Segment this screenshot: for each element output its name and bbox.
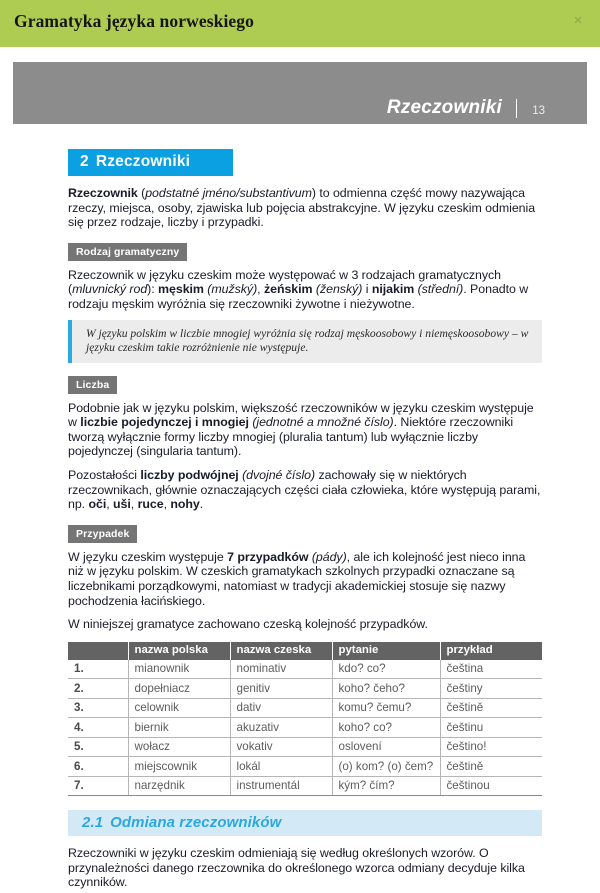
cell-nazwa-czeska: vokativ	[230, 737, 332, 757]
cell-nazwa-polska: narzędnik	[128, 776, 230, 796]
liczba-paragraph-1	[68, 401, 542, 459]
section-przypadek	[68, 524, 542, 632]
note-text: W języku polskim w liczbie mnogiej wyróżnia się rodzaj męskoosobowy i niemęskoosobowy – w języku czeskim takie rozróżnienie nie występuje.	[86, 326, 529, 354]
liczba2-example-2: uši	[113, 497, 131, 512]
cell-pytanie: komu? čemu?	[332, 698, 440, 718]
cell-index: 4.	[68, 718, 128, 738]
section-badge-rodzaj: Rodzaj gramatyczny	[68, 243, 187, 261]
table-header-nazwa-polska: nazwa polska	[128, 642, 230, 660]
intro-paren-open: (	[137, 186, 146, 200]
table-row	[68, 718, 542, 738]
intro-lead-term: Rzeczownik	[68, 186, 138, 200]
cell-nazwa-polska: celownik	[128, 698, 230, 718]
page-number: 13	[532, 105, 545, 117]
przypadek-italic-1: (pády)	[308, 549, 347, 564]
liczba-italic-1: (jednotné a množné číslo)	[248, 415, 394, 430]
liczba2-text-a: Pozostałości	[68, 467, 141, 482]
cases-table	[68, 642, 542, 797]
cell-index: 7.	[68, 776, 128, 796]
rodzaj-sep-2: i	[362, 282, 372, 297]
cell-przyklad: češtinou	[440, 776, 542, 796]
cell-index: 3.	[68, 698, 128, 718]
liczba-bold-1: liczbie pojedynczej i mnogiej	[80, 415, 249, 430]
liczba-paragraph-2: Pozostałości liczby podwójnej (dvojné číslo) zachowały się w niektórych rzeczownikach, głównie oznaczających części ciała człowieka, które występują parami, np. oči, uši, ruce, nohy.	[68, 467, 541, 512]
document-page	[0, 47, 600, 893]
cell-index: 5.	[68, 737, 128, 757]
subsection-heading	[68, 810, 542, 836]
rodzaj-italic-1: mluvnický rod	[72, 282, 148, 297]
cell-nazwa-polska: mianownik	[128, 660, 230, 679]
cell-pytanie: koho? co?	[332, 718, 440, 738]
cell-nazwa-czeska: lokál	[230, 757, 332, 777]
cell-nazwa-czeska: dativ	[230, 698, 332, 718]
table-row	[68, 660, 542, 679]
liczba2-example-3: ruce	[137, 497, 164, 512]
rodzaj-sep-1: ,	[257, 282, 264, 297]
chapter-heading	[68, 149, 233, 176]
rodzaj-italic-4: (střední)	[414, 282, 464, 297]
liczba-text-end: . Niektóre rzeczowniki tworzą wyłącznie formy liczby mnogiej (pluralia tantum) lub wyłącznie liczby pojedynczej (singularia tantum).	[68, 415, 514, 459]
rodzaj-text-a: Rzeczownik w języku czeskim może występować w 3 rodzajach gramatycznych (	[68, 267, 502, 297]
cell-nazwa-polska: miejscownik	[128, 757, 230, 777]
cell-nazwa-czeska: instrumentál	[230, 776, 332, 796]
cell-przyklad: češtinu	[440, 718, 542, 738]
table-header-row	[68, 642, 542, 660]
table-header-index	[68, 642, 128, 660]
cell-przyklad: češtině	[440, 698, 542, 718]
przypadek-paragraph-2: W niniejszej gramatyce zachowano czeską kolejność przypadków.	[68, 617, 428, 632]
running-head-title: Rzeczowniki	[386, 97, 502, 118]
przypadek-text-end: , ale ich kolejność jest nieco inna niż w języku polskim. W czeskich gramatykach szkolnych przypadki oznaczane są liczebnikami porządkowymi, natomiast w tradycji akademickiej stosuje się nazwy pochodzenia łacińskiego.	[68, 549, 526, 608]
liczba2-example-4: nohy	[170, 497, 200, 512]
liczba2-text-end: .	[199, 497, 204, 512]
cell-nazwa-czeska: nominativ	[230, 660, 332, 679]
cell-index: 2.	[68, 679, 128, 699]
running-head-divider	[516, 99, 518, 118]
table-header-nazwa-czeska: nazwa czeska	[230, 642, 332, 660]
table-row	[68, 776, 542, 796]
rodzaj-paragraph	[68, 268, 542, 312]
section-rodzaj-gramatyczny	[68, 242, 542, 363]
liczba2-text-mid: zachowały się w niektórych rzeczownikach, głównie oznaczających części ciała człowieka, które występują parami, np.	[68, 467, 541, 512]
rodzaj-italic-2: (mužský)	[203, 282, 258, 297]
przypadek-text-a: W języku czeskim występuje	[68, 549, 228, 564]
subsection-title: Odmiana rzeczowników	[110, 814, 282, 832]
liczba2-italic-1: (dvojné číslo)	[238, 467, 316, 482]
cell-nazwa-czeska: genitiv	[230, 679, 332, 699]
table-header-przyklad: przykład	[440, 642, 542, 660]
table-row	[68, 679, 542, 699]
table-header-pytanie: pytanie	[332, 642, 440, 660]
liczba-text-a: Podobnie jak w języku polskim, większość rzeczowników w języku czeskim występuje w	[68, 400, 534, 430]
liczba2-example-1: oči	[88, 497, 107, 512]
subsection-paragraph: Rzeczowniki w języku czeskim odmieniają się według określonych wzorów. O przynależności danego rzeczownika do określonego wzorca odmiany decyduje kilka czynników.	[68, 846, 525, 890]
section-badge-przypadek: Przypadek	[68, 525, 137, 543]
przypadek-bold-1: 7 przypadków	[227, 549, 309, 564]
page-content	[68, 149, 542, 890]
section-liczba	[68, 375, 542, 512]
window-title: Gramatyka języka norweskiego	[14, 11, 254, 31]
intro-paragraph	[68, 186, 542, 230]
cell-nazwa-czeska: akuzativ	[230, 718, 332, 738]
rodzaj-bold-3: nijakim	[371, 282, 415, 297]
cell-nazwa-polska: wołacz	[128, 737, 230, 757]
close-icon[interactable]: ×	[573, 12, 583, 29]
rodzaj-bold-1: męskim	[158, 282, 204, 297]
intro-rest: ) to odmienna część mowy nazywająca rzeczy, miejsca, osoby, zjawiska lub pojęcia abstrakcyjne. W języku czeskim odmienia się przez rodzaje, liczby i przypadki.	[68, 186, 536, 230]
cell-przyklad: češtino!	[440, 737, 542, 757]
liczba2-bold-1: liczby podwójnej	[140, 467, 239, 482]
rodzaj-text-end: . Ponadto w rodzaju męskim wyróżnia się rzeczowniki żywotne i nieżywotne.	[68, 282, 529, 311]
cell-index: 1.	[68, 660, 128, 679]
table-row	[68, 757, 542, 777]
running-head	[13, 62, 587, 124]
cell-nazwa-polska: biernik	[128, 718, 230, 738]
przypadek-paragraph-1	[68, 550, 542, 608]
cell-przyklad: češtiny	[440, 679, 542, 699]
cell-index: 6.	[68, 757, 128, 777]
rodzaj-bold-2: żeńskim	[263, 282, 313, 297]
cell-pytanie: (o) kom? (o) čem?	[332, 757, 440, 777]
window-titlebar	[0, 0, 600, 47]
cell-przyklad: čeština	[440, 660, 542, 679]
cell-pytanie: kdo? co?	[332, 660, 440, 679]
table-row	[68, 698, 542, 718]
cell-nazwa-polska: dopełniacz	[128, 679, 230, 699]
section-badge-liczba: Liczba	[68, 376, 117, 394]
table-row	[68, 737, 542, 757]
cell-pytanie: oslovení	[332, 737, 440, 757]
cell-pytanie: kým? čím?	[332, 776, 440, 796]
cell-przyklad: češtině	[440, 757, 542, 777]
chapter-number: 2	[80, 153, 89, 170]
note-box-rodzaj	[68, 320, 542, 363]
intro-latin-term: podstatné jméno/substantivum	[145, 186, 312, 200]
rodzaj-italic-3: (ženský)	[312, 282, 363, 297]
cell-pytanie: koho? čeho?	[332, 679, 440, 699]
chapter-title: Rzeczowniki	[95, 153, 191, 170]
subsection-number: 2.1	[82, 814, 104, 832]
rodzaj-text-b: ):	[147, 282, 159, 297]
